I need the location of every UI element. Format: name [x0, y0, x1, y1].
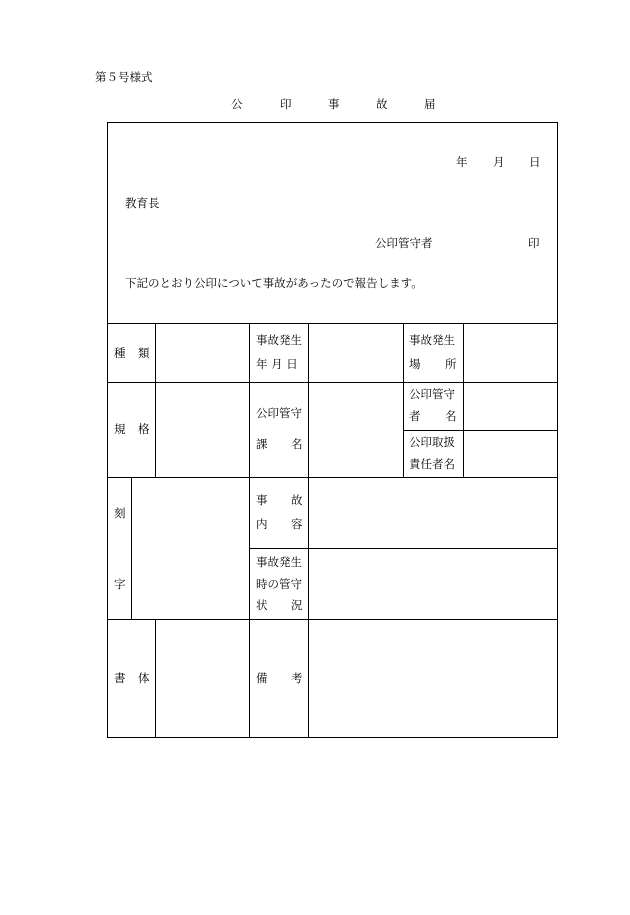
- rule-v-right-value: [463, 323, 464, 478]
- custody-section-label-1: 公印管守: [256, 406, 302, 420]
- rule-header-bottom: [107, 323, 558, 324]
- rule-row1-bottom: [107, 382, 558, 383]
- engraving-label-2: 字: [114, 577, 126, 591]
- custody-section-label-2: 課: [256, 437, 268, 451]
- rule-v-label-a: [155, 323, 156, 478]
- rule-custodian-bottom: [403, 430, 558, 431]
- type-label-1: 種: [114, 346, 126, 360]
- rule-row3-bottom: [107, 619, 558, 620]
- reporter-label: 公印管守者: [375, 236, 433, 250]
- date-day-label: 日: [529, 155, 541, 169]
- spec-label-2: 格: [138, 422, 150, 436]
- title-char: 公: [231, 97, 243, 111]
- date-month-label: 月: [493, 155, 505, 169]
- addressee: 教育長: [125, 196, 160, 210]
- typeface-label-2: 体: [138, 671, 150, 685]
- remarks-label-1: 備: [256, 671, 268, 685]
- accident-date-label-1: 事故発生: [256, 333, 302, 347]
- custody-status-label-4: 況: [291, 598, 303, 612]
- frame-top: [107, 122, 558, 123]
- seal-mark: 印: [528, 236, 540, 250]
- accident-content-label-4: 容: [291, 517, 303, 531]
- accident-content-label-1: 事: [256, 493, 268, 507]
- rule-row2-bottom: [107, 477, 558, 478]
- frame-bottom: [107, 737, 558, 738]
- custodian-label-1: 公印管守: [409, 387, 455, 401]
- rule-v-mid: [249, 323, 250, 738]
- rule-v-right-label: [403, 323, 404, 478]
- accident-content-label-3: 内: [256, 517, 268, 531]
- report-statement: 下記のとおり公印について事故があったので報告します。: [125, 276, 423, 290]
- custodian-label-3: 名: [445, 409, 457, 423]
- accident-place-label-1: 事故発生: [409, 333, 455, 347]
- date-year-label: 年: [456, 155, 468, 169]
- custody-status-label-1: 事故発生: [256, 555, 302, 569]
- title-char: 事: [328, 97, 340, 111]
- rule-v-mid-label: [308, 323, 309, 738]
- custody-status-label-3: 状: [256, 598, 268, 612]
- frame-left: [107, 122, 108, 738]
- title-char: 届: [424, 97, 436, 111]
- rule-content-bottom: [249, 548, 558, 549]
- accident-date-label-2: 年 月 日: [256, 357, 298, 371]
- title-char: 故: [376, 97, 388, 111]
- typeface-label-1: 書: [114, 671, 126, 685]
- title-char: 印: [280, 97, 292, 111]
- custodian-label-2: 者: [409, 409, 421, 423]
- accident-content-label-2: 故: [291, 493, 303, 507]
- accident-place-label-3: 所: [445, 357, 457, 371]
- type-label-2: 類: [138, 346, 150, 360]
- rule-v-typeface: [155, 619, 156, 738]
- spec-label-1: 規: [114, 422, 126, 436]
- rule-v-engraving: [131, 477, 132, 620]
- form-number: 第５号様式: [95, 70, 153, 84]
- handler-label-2: 責任者名: [409, 457, 455, 471]
- accident-place-label-2: 場: [409, 357, 421, 371]
- handler-label-1: 公印取扱: [409, 435, 455, 449]
- custody-section-label-3: 名: [291, 437, 303, 451]
- engraving-label-1: 刻: [114, 506, 126, 520]
- remarks-label-2: 考: [291, 671, 303, 685]
- custody-status-label-2: 時の管守: [256, 577, 302, 591]
